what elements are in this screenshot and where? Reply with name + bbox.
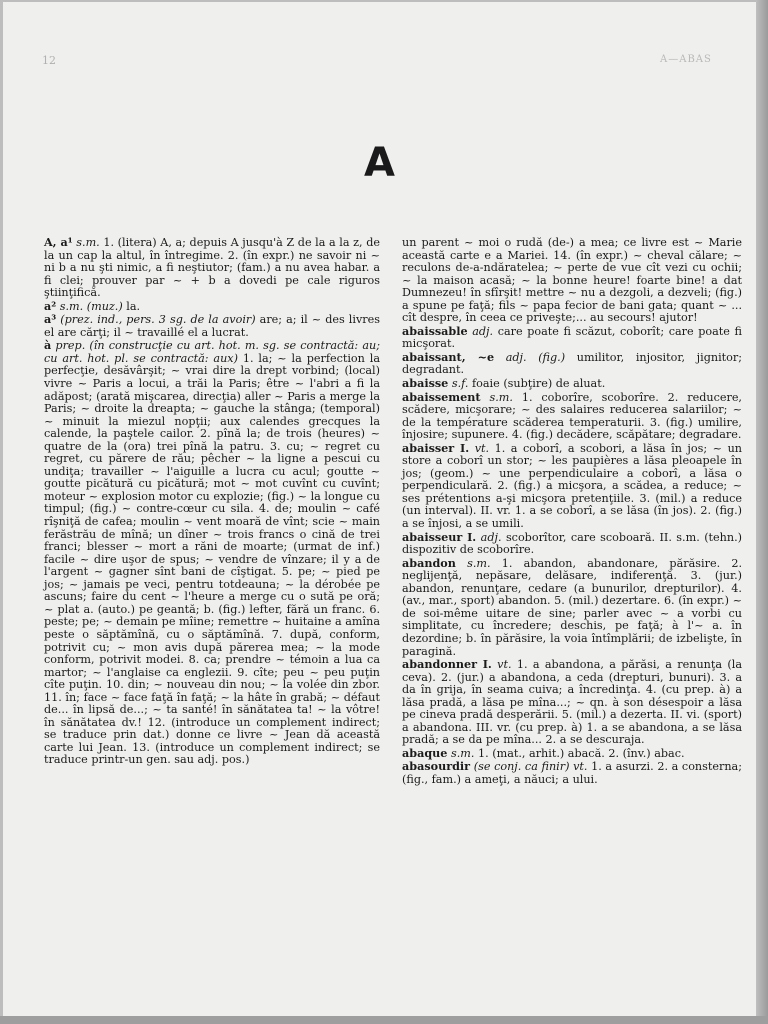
entry-definition: 1. la; ~ la perfection la perfecţie, desăvârşit; ~ vrai dire la drept vorbind; (local) vivre ~ Paris a locui, a trăi la Paris; être ~ l'abri a fi la adăpost; (arată mişcarea, direcţia) aller ~ Paris a merge la Paris; ~ droite la dreapta; ~ gauche la stânga; (temporal) ~ minuit la miezul nopţii; aux calendes grecques la calende, la paştele cailor. 2. pînă la; de trois (heures) ~ quatre de la (ora) trei pînă la patru. 3. cu; ~ regret cu regret, cu părere de rău; pêcher ~ la ligne a pescui cu undiţa; travailler ~ l'aiguille a lucra cu acul; goutte ~ goutte picătură cu picătură; mot ~ mot cuvînt cu cuvînt; moteur ~ explosion motor cu explozie; (fig.) ~ la longue cu timpul; (fig.) ~ contre-cœur cu sila. 4. de; moulin ~ café rîşniţă de cafea; moulin ~ vent moară de vînt; scie ~ main ferăstrău de mînă; un dîner ~ trois francs o cină de trei franci; blesser ~ mort a răni de moarte; (urmat de inf.) facile ~ dire uşor de spus; ~ vendre de vînzare; il y a de l'argent ~ gagner sînt bani de cîştigat. 5. pe; ~ pied pe jos; ~ jamais pe veci, pentru totdeauna; ~ la dérobée pe ascuns; faire du cent ~ l'heure a merge cu o sută pe oră; ~ plat a. (auto.) pe geantă; b. (fig.) lefter, fără un franc. 6. peste; pe; ~ demain pe mîine; remettre ~ huitaine a amîna peste o săptămînă, cu o săptămînă. 7. după, conform, potrivit cu; ~ mon avis după părerea mea; ~ la mode conform, potrivit modei. 8. ca; prendre ~ témoin a lua ca martor; ~ l'anglaise ca englezii. 9. cîte; peu ~ peu puţin cîte puţin. 10. din; ~ nouveau din nou; ~ la volée din zbor. 11. în; face ~ face faţă în faţă; ~ la hâte în grabă; ~ défaut de... în lipsă de...; ~ ta santé! în sănătatea ta! ~ la vôtre! în sănătatea dv.! 12. (introduce un complement indirect; se traduce prin dat.) donne ce livre ~ Jean dă această carte lui Jean. 13. (introduce un complement indirect; se traduce printr-un gen. sau adj. pos.) <box>44 351 380 767</box>
entry-definition: 1. abandon, abandonare, părăsire. 2. neglijenţă, nepăsare, delăsare, indiferenţă. 3. (jur.) abandon, renunţare, cedare (a bunurilor, drepturilor). 4. (av., mar., sport) abandon. 5. (mil.) dezertare. 6. (în expr.) ~ de soi-même uitare de sine; parler avec ~ a vorbi cu simplitate, cu încredere; deschis, pe faţă; à l'~ a. în dezordine; b. în părăsire, la voia întîmplării; de izbelişte, în paragină. <box>402 556 743 658</box>
page-edge-right <box>756 0 768 1024</box>
entry-definition: foaie (subţire) de aluat. <box>472 377 606 391</box>
entry-grammar: prep. (în construcţie cu art. hot. m. sg. se contractă: au; cu art. hot. pl. se contractă: aux) <box>44 339 380 365</box>
dictionary-entry <box>402 760 742 786</box>
entry-headword: abaissant, ~e <box>402 349 495 364</box>
entry-definition: 1. a abandona, a părăsi, a renunţa (la ceva). 2. (jur.) a abandona, a ceda (drepturi, bunuri). 3. a da în grija, în seama cuiva; a încredinţa. 4. (cu prep. à) a lăsa pradă, a lăsa pe mîna...; ~ qn. à son désespoir a lăsa pe cineva pradă desperării. 5. (mil.) a dezerta. II. vi. (sport) a abandona. III. vr. (cu prep. à) 1. a se abandona, a se lăsa pradă; a se da pe mîna... 2. a se descuraja. <box>402 658 742 747</box>
entry-headword: abandon <box>402 555 456 570</box>
dictionary-entry <box>402 391 742 442</box>
entry-grammar: s.m. <box>447 746 478 760</box>
entry-definition: 1. (mat., arhit.) abacă. 2. (înv.) abac. <box>477 746 685 760</box>
entry-grammar: adj. <box>467 324 498 338</box>
entry-headword: a³ <box>44 312 57 327</box>
dictionary-entry <box>402 531 742 557</box>
dictionary-entry <box>44 339 380 767</box>
entry-grammar: s.m. <box>455 556 502 570</box>
entry-definition: 1. a coborî, a scobori, a lăsa în jos; ~ un store a coborî un stor; ~ les paupières a lăsa pleoapele în jos; (geom.) ~ une perpendiculaire a coborî, a lăsa o perpendiculară. 2. (fig.) a micşora, a scădea, a reduce; ~ ses prétentions a-şi micşora pretenţiile. 3. (mil.) a reduce (un interval). II. vr. 1. a se coborî, a se lăsa (în jos). 2. (fig.) a se înjosi, a se umili. <box>402 441 742 531</box>
entry-headword: abaissable <box>402 323 468 338</box>
dictionary-entry <box>402 236 742 325</box>
dictionary-entry <box>44 300 380 314</box>
entry-definition: care poate fi scăzut, coborît; care poate fi micşorat. <box>402 324 743 351</box>
page-number: 12 <box>42 54 56 67</box>
section-letter: A <box>364 140 395 186</box>
entry-headword: abaisse <box>402 376 449 391</box>
entry-headword: abandonner I. <box>402 657 492 672</box>
entry-grammar: adj. (fig.) <box>494 350 577 364</box>
entry-grammar: s.f. <box>448 377 473 391</box>
dictionary-entry <box>402 557 742 658</box>
dictionary-entry <box>44 236 380 300</box>
entry-definition: are; a; il ~ des livres el are cărţi; il ~ travaillé el a lucrat. <box>44 313 380 339</box>
entry-grammar: s.m. <box>480 390 522 404</box>
dictionary-entry <box>44 313 380 339</box>
dictionary-entry <box>402 325 742 351</box>
left-column <box>44 236 380 767</box>
dictionary-entry <box>402 351 742 377</box>
dictionary-entry <box>402 442 742 531</box>
running-header: A—ABAS <box>660 54 712 65</box>
dictionary-entry <box>402 658 742 747</box>
entry-headword: abaque <box>402 745 448 760</box>
entry-grammar: s.m. <box>72 236 104 249</box>
entry-definition: un parent ~ moi o rudă (de-) a mea; ce livre est ~ Marie această carte e a Mariei. 14. (în expr.) ~ cheval călare; ~ reculons de-a-ndăratelea; ~ perte de vue cît vezi cu ochii; ~ la maison acasă; ~ la bonne heure! foarte bine! a dat Dumnezeu! în sfîrşit! mettre ~ nu a dezgoli, a dezveli; (fig.) a spune pe faţă; fils ~ papa fecior de bani gata; quant ~ ... cît despre, în ceea ce priveşte;... au secours! ajutor! <box>402 236 742 325</box>
entry-headword: abasourdir <box>402 759 471 774</box>
entry-definition: la. <box>126 299 141 313</box>
entry-grammar: vt. <box>469 441 495 455</box>
entry-definition: 1. (litera) A, a; depuis A jusqu'à Z de la a la z, de la un cap la altul, în întregime. 2. (în expr.) ne savoir ni ~ ni b a nu şti nimic, a fi neştiutor; (fam.) a nu avea habar. a fi clei; prouver par ~ + b a dovedi pe cale riguros ştiinţifică. <box>44 236 380 300</box>
entry-definition: 1. coborîre, scoborîre. 2. reducere, scădere, micşorare; ~ des salaires reducerea salariilor; ~ de la température scăderea temperaturii. 3. (fig.) umilire, înjosire; supunere. 4. (fig.) decădere, scăpătare; degradare. <box>402 390 742 442</box>
dictionary-entry <box>402 377 742 391</box>
entry-headword: abaisser I. <box>402 440 470 455</box>
entry-grammar: adj. <box>476 530 506 544</box>
entry-definition: scoborîtor, care scoboară. II. s.m. (tehn.) dispozitiv de scoborîre. <box>402 530 743 557</box>
entry-grammar: s.m. (muz.) <box>56 299 127 313</box>
entry-definition: umilitor, injositor, jignitor; degradant. <box>402 350 742 377</box>
right-column <box>402 236 742 787</box>
entry-grammar: vt. <box>491 658 517 672</box>
entry-definition: 1. a asurzi. 2. a consterna; (fig., fam.) a ameţi, a năuci; a ului. <box>402 760 742 786</box>
page-edge-bottom <box>0 1016 768 1024</box>
entry-grammar: (prez. ind., pers. 3 sg. de la avoir) <box>56 313 260 327</box>
entry-headword: à <box>44 338 52 353</box>
entry-headword: abaisseur I. <box>402 529 477 544</box>
entry-headword: abaissement <box>402 389 481 404</box>
entry-headword: A, a¹ <box>44 235 73 249</box>
entry-headword: a² <box>44 298 57 313</box>
entry-grammar: (se conj. ca finir) vt. <box>470 760 592 774</box>
dictionary-entry <box>402 747 742 761</box>
